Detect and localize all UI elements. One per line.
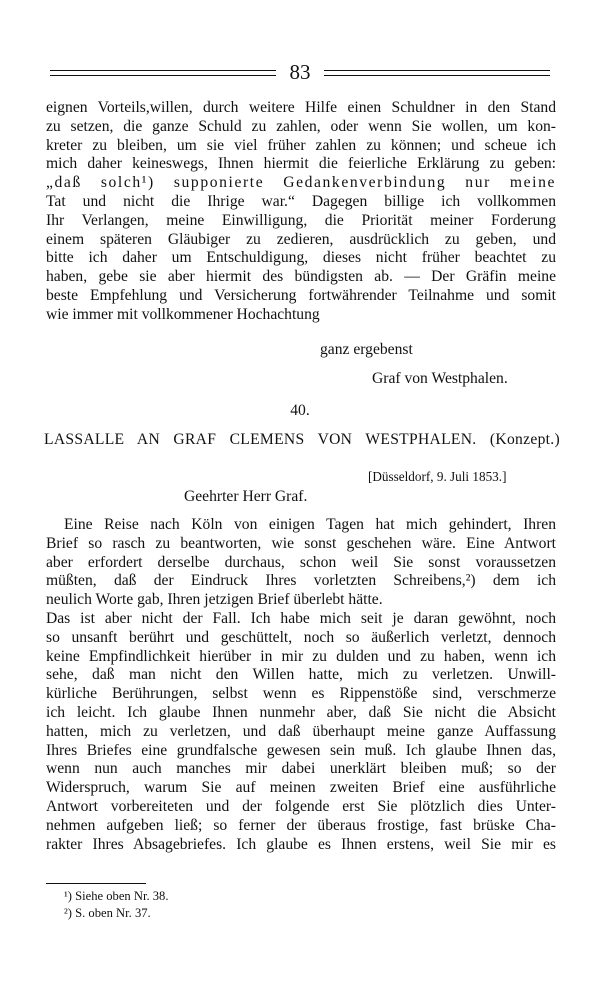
header-rule-right: [324, 70, 550, 76]
text-line: rakter Ihres Absagebriefes. Ich glaube es Ihnen erstens, weil Sie mir es: [46, 835, 556, 853]
text-line: Eine Reise nach Köln von einigen Tagen hat mich gehindert, Ihren: [64, 516, 556, 533]
text-line: Widerspruch, warum Sie auf meinen zweiten Brief eine ausführliche: [46, 779, 556, 797]
footnote: ¹) Siehe oben Nr. 38.: [64, 889, 169, 903]
page-number: 83: [289, 60, 311, 84]
text-line: bitte ich daher um Entschuldigung, dieses nicht früher beachtet zu: [46, 249, 556, 267]
text-line: Antwort vorbereiteten und der folgende erst Sie plötzlich dies Unter-: [46, 797, 556, 815]
text-line: sehe, daß man nicht den Willen hatte, mich zu verletzen. Unwill-: [46, 666, 556, 684]
dateline: [Düsseldorf, 9. Juli 1853.]: [368, 469, 507, 484]
text-line: mich daher keineswegs, Ihnen hiermit die feierliche Erklärung zu geben:: [46, 155, 556, 173]
text-line: einem späteren Gläubiger zu zedieren, ausdrücklich zu geben, und: [46, 230, 556, 248]
text-line: eignen Vorteils,willen, durch weitere Hilfe einen Schuldner in den Stand: [46, 99, 556, 116]
text-line: Ihres Briefes eine grundfalsche gewesen sein muß. Ich glaube Ihnen das,: [46, 741, 556, 759]
footnotes: [64, 888, 169, 922]
text-line: beste Empfehlung und Versicherung fortwährender Teilnahme und somit: [46, 286, 556, 304]
page-header: [50, 58, 550, 88]
text-line: hatten, mich zu verletzen, und daß überhaupt meine ganze Auffassung: [46, 722, 556, 740]
text-line: keine Empfindlichkeit hierüber in mir zu dulden und zu haben, wenn ich: [46, 647, 556, 665]
text-line: Brief so rasch zu beantworten, wie sonst geschehen wäre. Eine Antwort: [46, 534, 556, 552]
text-line: so unsanft berührt und geschüttelt, noch so äußerlich verletzt, dennoch: [46, 628, 556, 646]
header-rule-left: [50, 70, 276, 76]
text-line: wenn nun auch manches mir dabei unerklärt bleiben muß; so der: [46, 760, 556, 778]
salutation: Geehrter Herr Graf.: [184, 488, 308, 505]
text-line: zu setzen, die ganze Schuld zu zahlen, oder wenn Sie wollen, um kon-: [46, 117, 556, 135]
text-line: „daß solch¹) supponierte Gedankenverbindung nur meine: [46, 174, 556, 192]
text-line: neulich Worte gab, Ihren jetzigen Brief überlebt hätte.: [46, 591, 383, 609]
footnote-rule: [46, 883, 146, 884]
text-line: Tat und nicht die Ihrige war.“ Dagegen billige ich vollkommen: [46, 192, 556, 210]
section-number: 40.: [290, 402, 310, 419]
footnote: ²) S. oben Nr. 37.: [64, 906, 151, 920]
letter-body: [46, 516, 556, 854]
text-line: Ihr Verlangen, meine Einwilligung, die Priorität meiner Forderung: [46, 211, 556, 229]
text-line: kreter zu bleiben, um sie viel früher zahlen zu können; und scheue ich: [46, 136, 556, 154]
letter-end-paragraph: [46, 99, 556, 325]
signature: Graf von Westphalen.: [372, 370, 508, 387]
closing-formula: ganz ergebenst: [320, 341, 413, 358]
text-line: kürliche Berührungen, selbst wenn es Rippenstöße sind, verschmerze: [46, 685, 556, 703]
text-line: aber erfordert derselbe durchaus, schon weil Sie sonst voraussetzen: [46, 553, 556, 571]
text-line: müßten, daß der Eindruck Ihres vorletzten Schreibens,²) dem ich: [46, 572, 556, 590]
text-line: haben, gebe sie aber hiermit des bündigsten ab. — Der Gräfin meine: [46, 268, 556, 286]
text-line: ich leicht. Ich glaube Ihnen nunmehr aber, daß Sie nicht die Absicht: [46, 703, 556, 721]
text-line: nehmen aufgeben ließ; so ferner der überaus frostige, fast brüske Cha-: [46, 816, 556, 834]
text-line: Das ist aber nicht der Fall. Ich habe mich seit je daran gewöhnt, noch: [46, 609, 556, 627]
text-line: wie immer mit vollkommener Hochachtung: [46, 305, 320, 323]
section-heading: LASSALLE AN GRAF CLEMENS VON WESTPHALEN. (Konzept.): [44, 431, 560, 448]
